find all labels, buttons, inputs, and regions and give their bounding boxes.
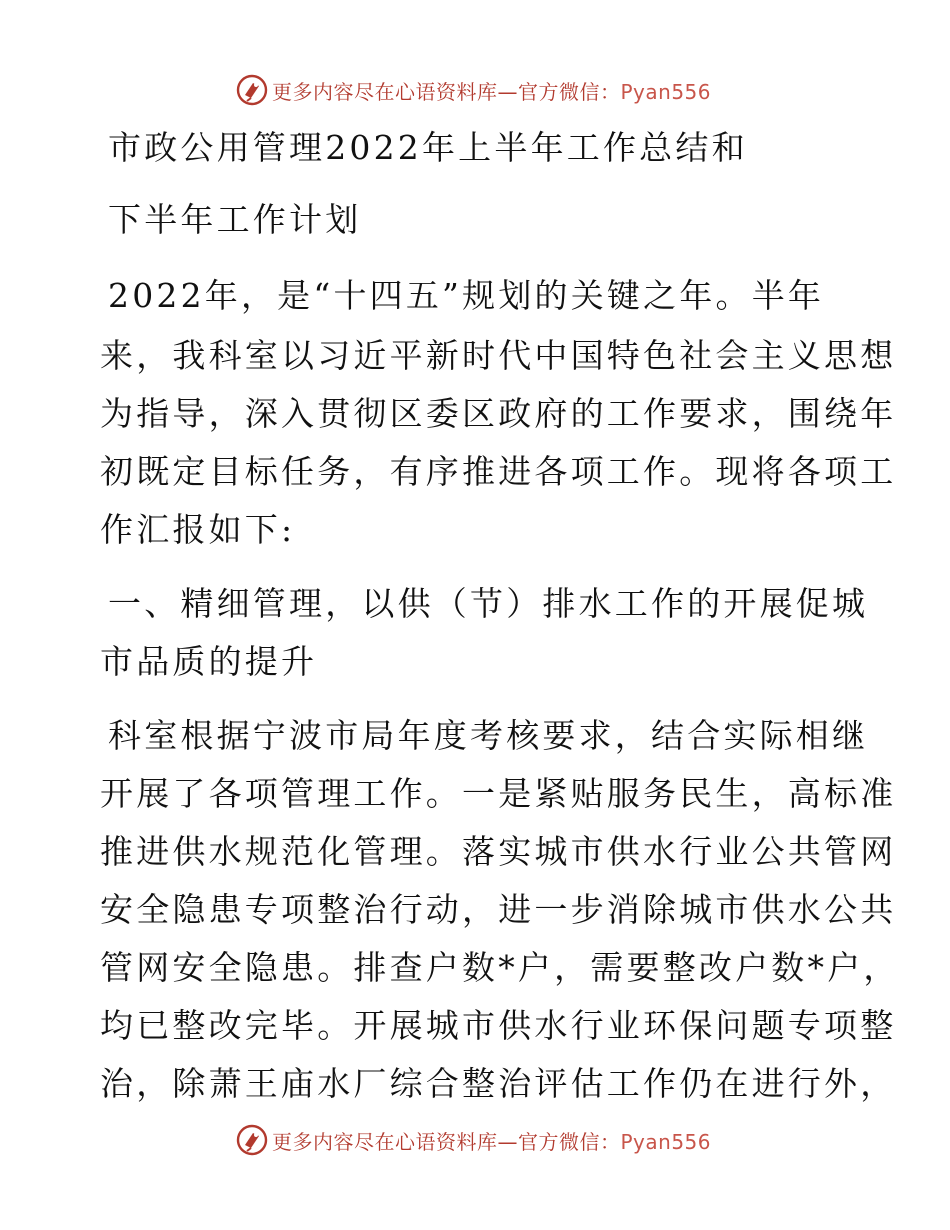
watermark-text: 更多内容尽在心语资料库—官方微信： — [272, 1129, 621, 1154]
section-1-body-line-4: 安全隐患专项整治行动，进一步消除城市供水公共 — [100, 890, 897, 929]
footer-watermark — [236, 1122, 711, 1158]
section-1-body-line-7: 治，除萧王庙水厂综合整治评估工作仍在进行外， — [100, 1064, 897, 1103]
red-seal-logo-icon — [236, 1124, 268, 1156]
section-1-heading-line-2: 市品质的提升 — [100, 642, 318, 681]
intro-line-5: 作汇报如下: — [100, 510, 296, 549]
red-seal-logo-icon — [236, 74, 268, 106]
watermark-account: Pyan556 — [620, 1129, 712, 1154]
intro-line-1: 2022年，是“十四五”规划的关键之年。半年 — [108, 276, 825, 315]
section-1-body-line-5: 管网安全隐患。排查户数*户，需要整改户数*户， — [100, 948, 900, 987]
document-title-line-2: 下半年工作计划 — [108, 200, 362, 239]
intro-line-4: 初既定目标任务，有序推进各项工作。现将各项工 — [100, 452, 897, 491]
intro-line-3: 为指导，深入贯彻区委区政府的工作要求，围绕年 — [100, 394, 897, 433]
watermark-text: 更多内容尽在心语资料库—官方微信： — [272, 79, 621, 104]
section-1-body-line-2: 开展了各项管理工作。一是紧贴服务民生，高标准 — [100, 774, 897, 813]
section-1-heading-line-1: 一、精细管理，以供（节）排水工作的开展促城 — [108, 584, 869, 623]
section-1-body-line-3: 推进供水规范化管理。落实城市供水行业公共管网 — [100, 832, 897, 871]
document-title-line-1: 市政公用管理2022年上半年工作总结和 — [108, 128, 748, 167]
section-1-body-line-1: 科室根据宁波市局年度考核要求，结合实际相继 — [108, 716, 869, 755]
intro-line-2: 来，我科室以习近平新时代中国特色社会主义思想 — [100, 336, 897, 375]
watermark-account: Pyan556 — [620, 79, 712, 104]
section-1-body-line-6: 均已整改完毕。开展城市供水行业环保问题专项整 — [100, 1006, 897, 1045]
header-watermark — [236, 72, 711, 108]
